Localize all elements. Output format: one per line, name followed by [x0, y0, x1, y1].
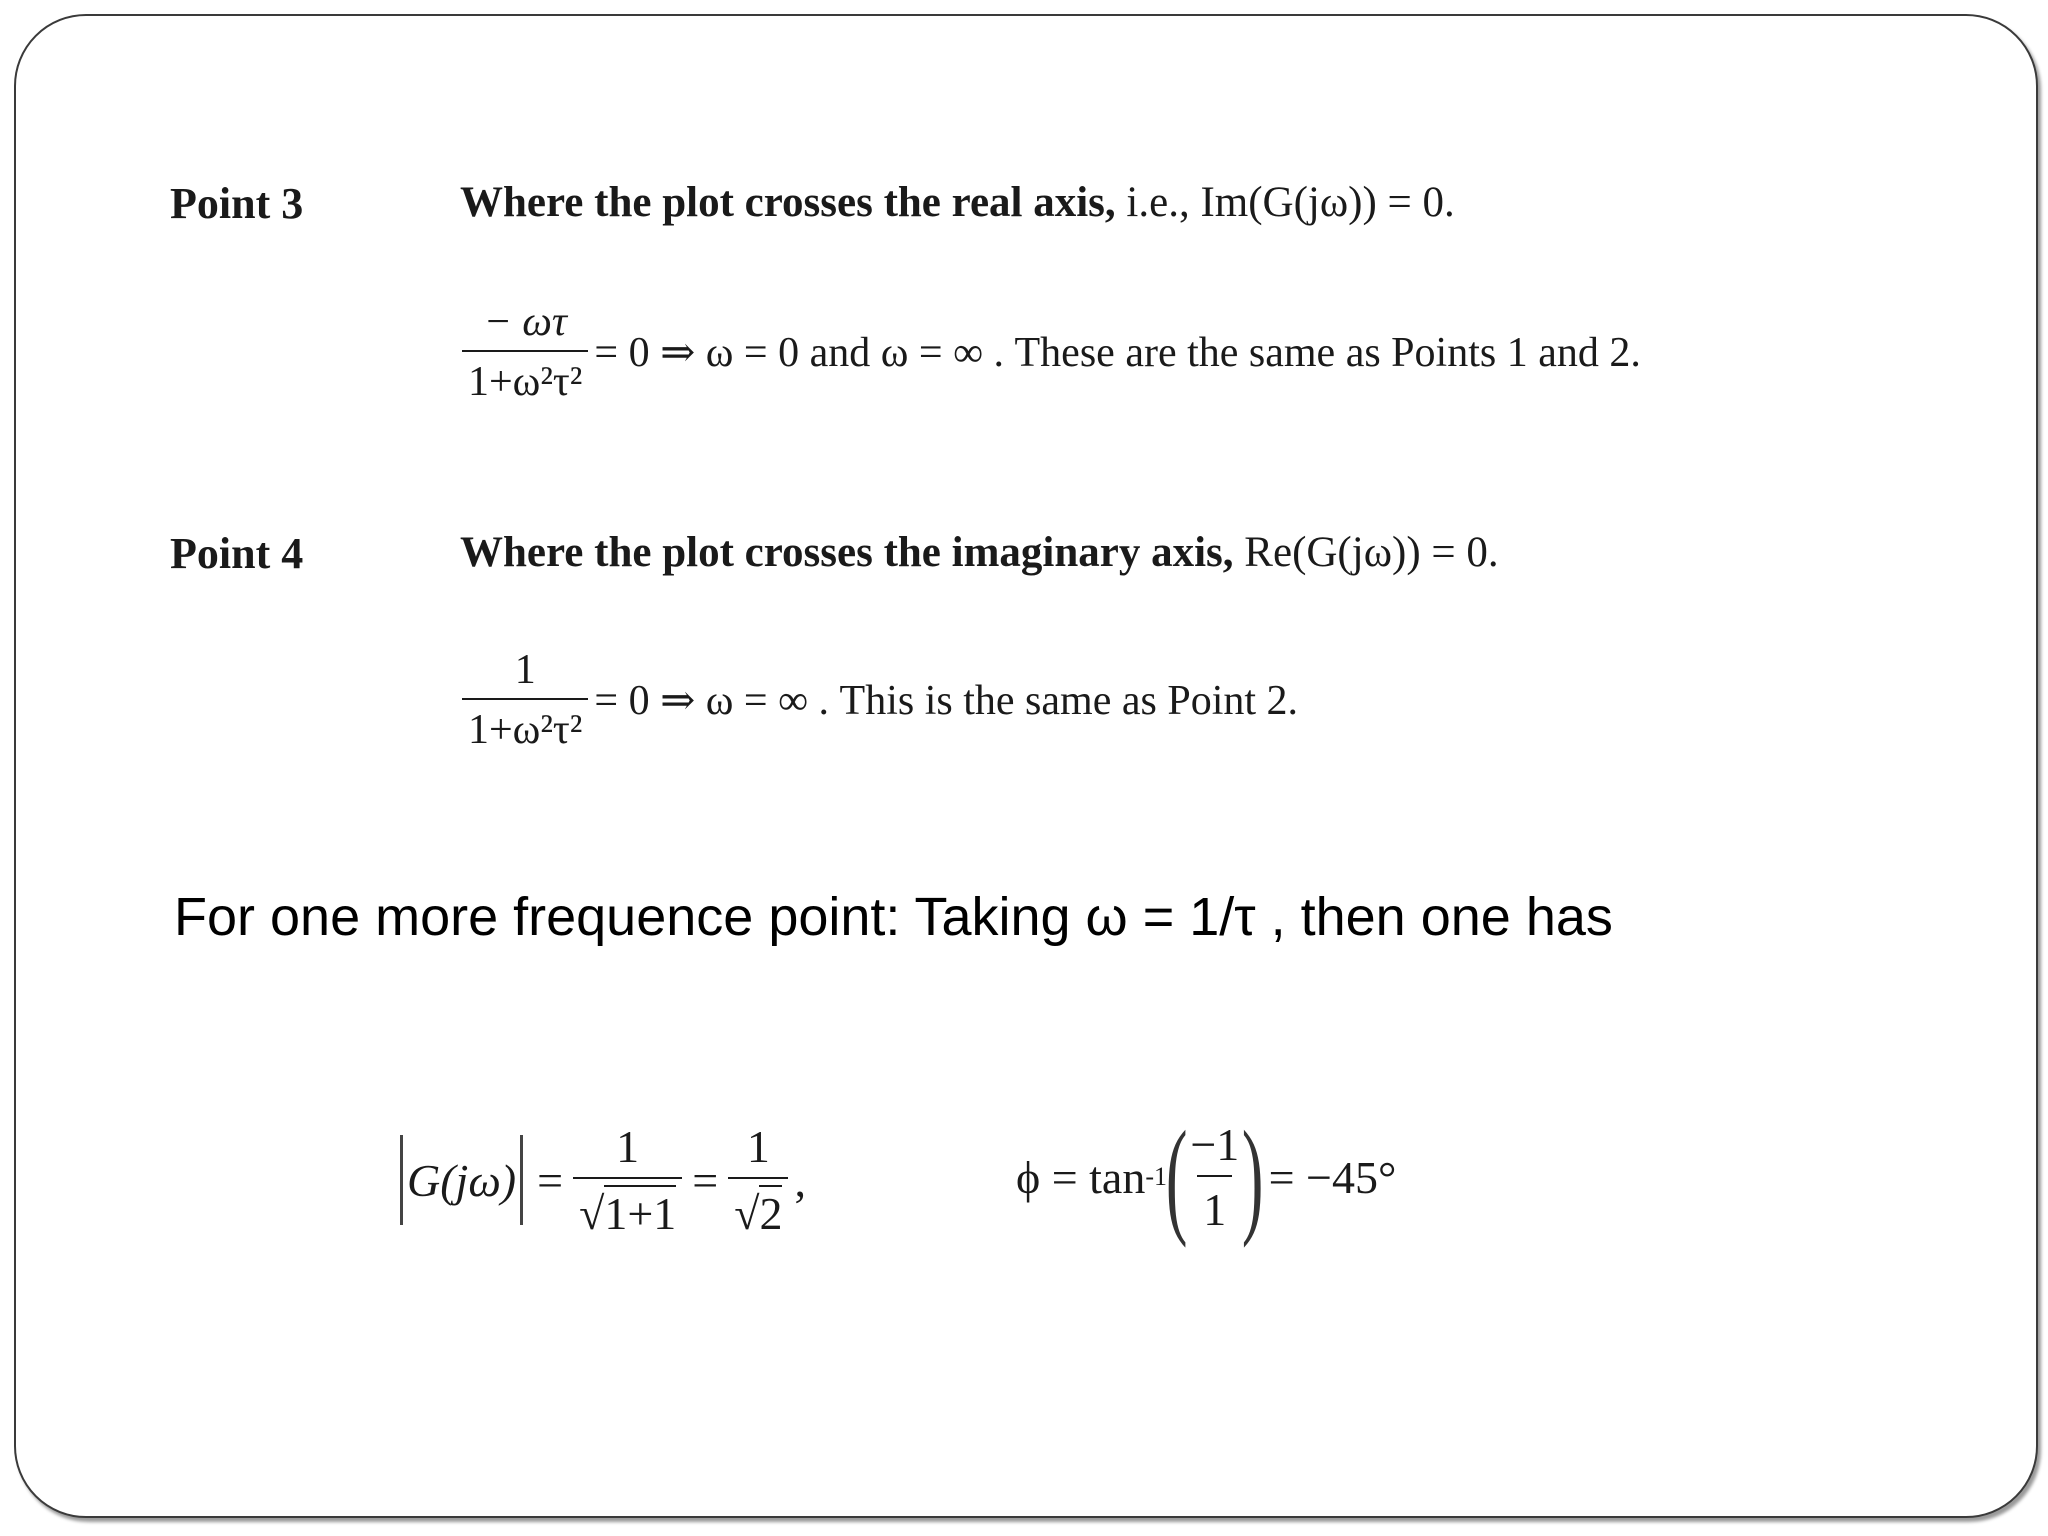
point4-fraction-denominator: 1+ω²τ²	[462, 698, 588, 754]
magnitude-equation	[396, 1120, 806, 1240]
point3-fraction	[462, 298, 588, 406]
point3-label: Point 3	[170, 179, 304, 228]
left-paren-icon: (	[1165, 1105, 1188, 1249]
magnitude-lhs: G(jω)	[407, 1154, 517, 1206]
point4-label: Point 4	[170, 529, 304, 578]
abs-bar-right	[520, 1135, 523, 1225]
phase-fraction-numerator: −1	[1190, 1119, 1240, 1170]
point3-equation	[462, 298, 1641, 406]
sqrt-icon: √	[734, 1188, 760, 1239]
point4-fraction	[462, 646, 588, 754]
sqrt-icon: √	[579, 1188, 605, 1239]
magnitude-fraction-1	[573, 1120, 682, 1240]
magnitude-fraction-1-numerator: 1	[616, 1121, 640, 1172]
phase-lhs: ϕ = tan	[1016, 1151, 1146, 1203]
point4-heading	[460, 528, 1499, 577]
magnitude-fraction-1-denominator	[573, 1177, 682, 1240]
phase-equation: ϕ = tan -1 ( $\frac{-1}{1}$ ) = −45°	[1016, 1105, 1397, 1249]
magnitude-equals-2: =	[692, 1154, 719, 1206]
phase-fraction	[1184, 1118, 1245, 1236]
magnitude-fraction-2-numerator: 1	[746, 1121, 770, 1172]
phase-rhs: = −45°	[1268, 1151, 1397, 1203]
phase-fraction-denominator: 1	[1197, 1175, 1232, 1236]
point3-heading	[460, 178, 1455, 227]
abs-bar-left	[400, 1135, 403, 1225]
point3-fraction-numerator: − ωτ	[483, 299, 567, 345]
magnitude-equals: =	[537, 1154, 564, 1206]
magnitude-fraction-1-radicand: 1+1	[604, 1185, 676, 1240]
point4-fraction-numerator: 1	[514, 647, 536, 693]
point3-fraction-denominator: 1+ω²τ²	[462, 350, 588, 406]
point4-heading-bold: Where the plot crosses the imaginary axis,	[460, 529, 1234, 576]
magnitude-fraction-2	[728, 1120, 788, 1240]
slide	[14, 14, 2038, 1518]
point3-heading-rest: i.e., Im(G(jω)) = 0.	[1115, 179, 1455, 226]
magnitude-fraction-2-radicand: 2	[759, 1185, 782, 1240]
extra-point-text: For one more frequence point: Taking ω = 1/τ , then one has	[174, 887, 1613, 947]
magnitude-comma: ,	[794, 1154, 806, 1206]
point4-equation	[462, 646, 1298, 754]
point4-equation-rhs: = 0 ⇒ ω = ∞ . This is the same as Point 2.	[594, 678, 1299, 724]
right-paren-icon: )	[1242, 1105, 1264, 1249]
point3-equation-rhs: = 0 ⇒ ω = 0 and ω = ∞ . These are the same as Points 1 and 2.	[594, 330, 1641, 376]
magnitude-fraction-2-denominator	[728, 1177, 788, 1240]
point4-heading-rest: Re(G(jω)) = 0.	[1233, 529, 1499, 576]
point3-heading-bold: Where the plot crosses the real axis,	[460, 179, 1116, 226]
